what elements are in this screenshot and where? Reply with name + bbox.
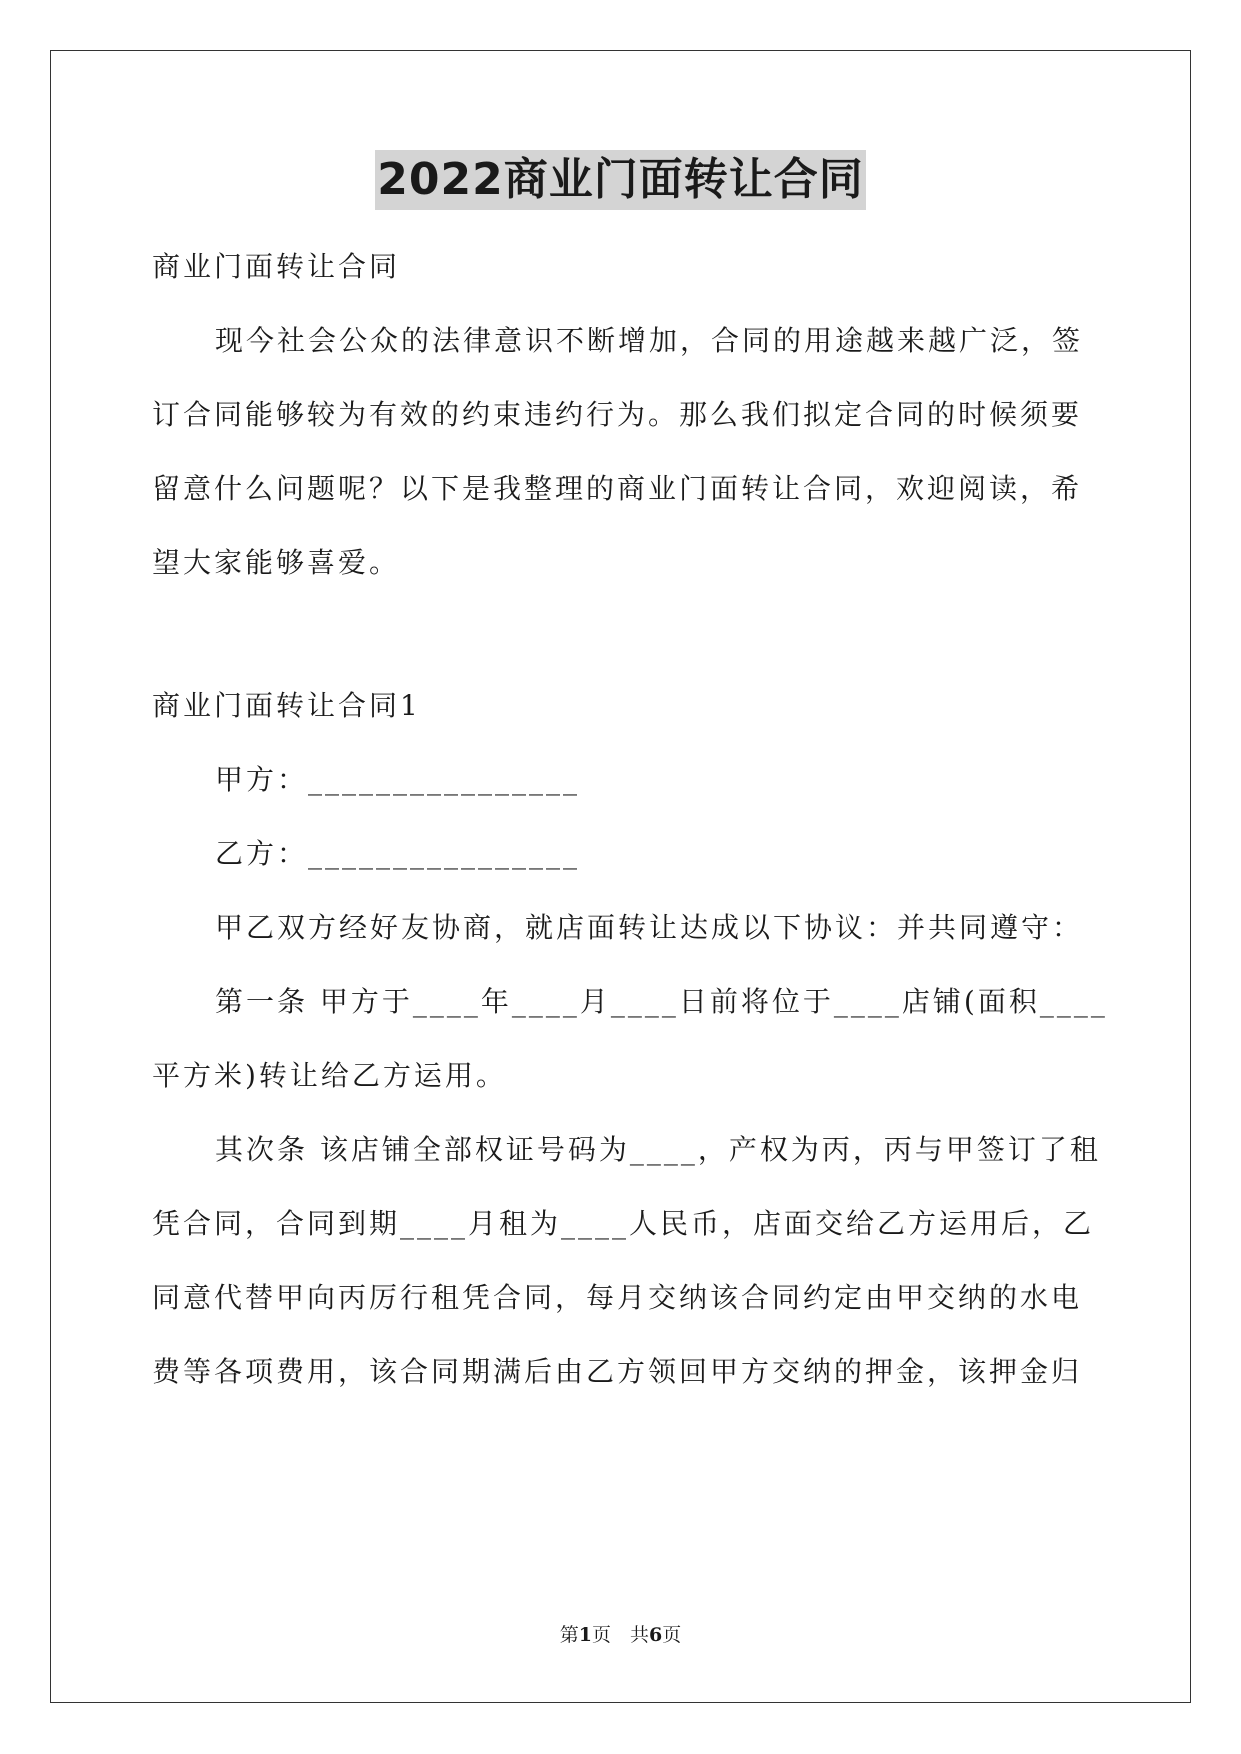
title-container [0,150,1241,210]
page-footer [0,1622,1241,1648]
article-line: 费等各项费用，该合同期满后由乙方领回甲方交纳的押金，该押金归 [152,1355,1083,1388]
section-heading: 商业门面转让合同1 [152,689,421,722]
paragraph-line: 甲乙双方经好友协商，就店面转让达成以下协议：并共同遵守： [215,911,1084,944]
total-page-number: 6 [649,1624,663,1646]
paragraph-line: 留意什么问题呢？以下是我整理的商业门面转让合同，欢迎阅读，希 [152,472,1083,505]
party-b-line: 乙方：________________ [215,837,581,870]
paragraph-line: 望大家能够喜爱。 [152,546,401,579]
party-a-line: 甲方：________________ [215,763,581,796]
footer-suffix: 页 [662,1624,682,1646]
paragraph-line: 现今社会公众的法律意识不断增加，合同的用途越来越广泛，签 [215,324,1084,357]
document-title: 2022商业门面转让合同 [375,150,865,210]
article-line: 凭合同，合同到期____月租为____人民币，店面交给乙方运用后，乙 [152,1207,1095,1240]
current-page-number: 1 [578,1624,592,1646]
paragraph-line: 订合同能够较为有效的约束违约行为。那么我们拟定合同的时候须要 [152,398,1083,431]
article-line: 同意代替甲向丙厉行租凭合同，每月交纳该合同约定由甲交纳的水电 [152,1281,1083,1314]
footer-middle: 页 共 [591,1624,649,1646]
article-line: 平方米)转让给乙方运用。 [152,1059,507,1092]
article-line: 第一条 甲方于____年____月____日前将位于____店铺(面积____ [215,985,1108,1018]
footer-prefix: 第 [559,1624,579,1646]
article-line: 其次条 该店铺全部权证号码为____，产权为丙，丙与甲签订了租 [215,1133,1101,1166]
section-heading: 商业门面转让合同 [152,250,401,283]
